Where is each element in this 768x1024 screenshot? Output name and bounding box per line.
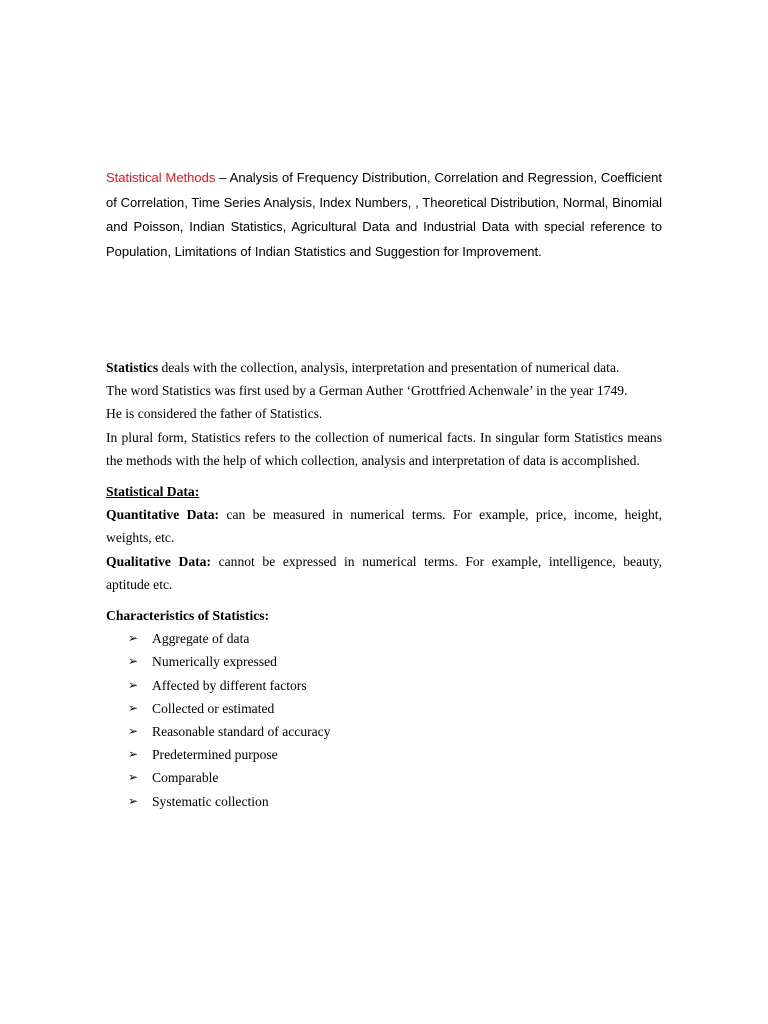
arrowhead-bullet-icon: ➢ bbox=[128, 723, 139, 738]
quantitative-data-paragraph: Quantitative Data: can be measured in numerical terms. For example, price, income, height, weights, etc. bbox=[106, 507, 662, 546]
qualitative-data-paragraph: Qualitative Data: cannot be expressed in numerical terms. For example, intelligence, beauty, aptitude etc. bbox=[106, 553, 662, 592]
list-item: ➢ Aggregate of data bbox=[106, 627, 662, 650]
list-item: ➢ Collected or estimated bbox=[106, 697, 662, 720]
characteristics-heading: Characteristics of Statistics: bbox=[106, 608, 270, 624]
syllabus-title: Statistical Methods bbox=[106, 170, 216, 185]
intro-term: Statistics bbox=[106, 360, 159, 375]
arrowhead-bullet-icon: ➢ bbox=[128, 631, 139, 646]
list-item: ➢ Reasonable standard of accuracy bbox=[106, 720, 662, 743]
arrowhead-bullet-icon: ➢ bbox=[128, 770, 139, 785]
intro-line-3: He is considered the father of Statistics. bbox=[106, 406, 323, 422]
intro-line-4: In plural form, Statistics refers to the collection of numerical facts. In singular form Statistics means the methods with the help of which collection, analysis and interpretation of data is accomplished. bbox=[106, 429, 662, 468]
list-item: ➢ Numerically expressed bbox=[106, 650, 662, 673]
list-item: ➢ Predetermined purpose bbox=[106, 743, 662, 766]
statistical-data-heading: Statistical Data: bbox=[106, 484, 200, 500]
intro-line-1: Statistics deals with the collection, analysis, interpretation and presentation of numerical data. bbox=[106, 360, 620, 375]
notes-body bbox=[106, 356, 662, 813]
quantitative-term: Quantitative Data: bbox=[106, 507, 220, 523]
syllabus-text: – Analysis of Frequency Distribution, Correlation and Regression, Coefficient of Correlation, Time Series Analysis, Index Numbers, , Theoretical Distribution, Normal, Binomial and Poisson, Indian Statistics, Agricultural Data and Industrial Data with special reference to Population, Limitations of Indian Statistics and Suggestion for Improvement. bbox=[106, 170, 663, 259]
syllabus-paragraph bbox=[106, 166, 662, 264]
arrowhead-bullet-icon: ➢ bbox=[128, 654, 139, 669]
arrowhead-bullet-icon: ➢ bbox=[128, 747, 139, 762]
arrowhead-bullet-icon: ➢ bbox=[128, 793, 139, 808]
arrowhead-bullet-icon: ➢ bbox=[128, 700, 139, 715]
list-item: ➢ Systematic collection bbox=[106, 790, 662, 813]
list-item: ➢ Affected by different factors bbox=[106, 674, 662, 697]
characteristics-list bbox=[106, 627, 662, 813]
arrowhead-bullet-icon: ➢ bbox=[128, 677, 139, 692]
qualitative-term: Qualitative Data: bbox=[106, 553, 211, 569]
intro-line-2: The word Statistics was first used by a German Auther ‘Grottfried Achenwale’ in the year 1749. bbox=[106, 383, 628, 399]
list-item: ➢ Comparable bbox=[106, 766, 662, 789]
